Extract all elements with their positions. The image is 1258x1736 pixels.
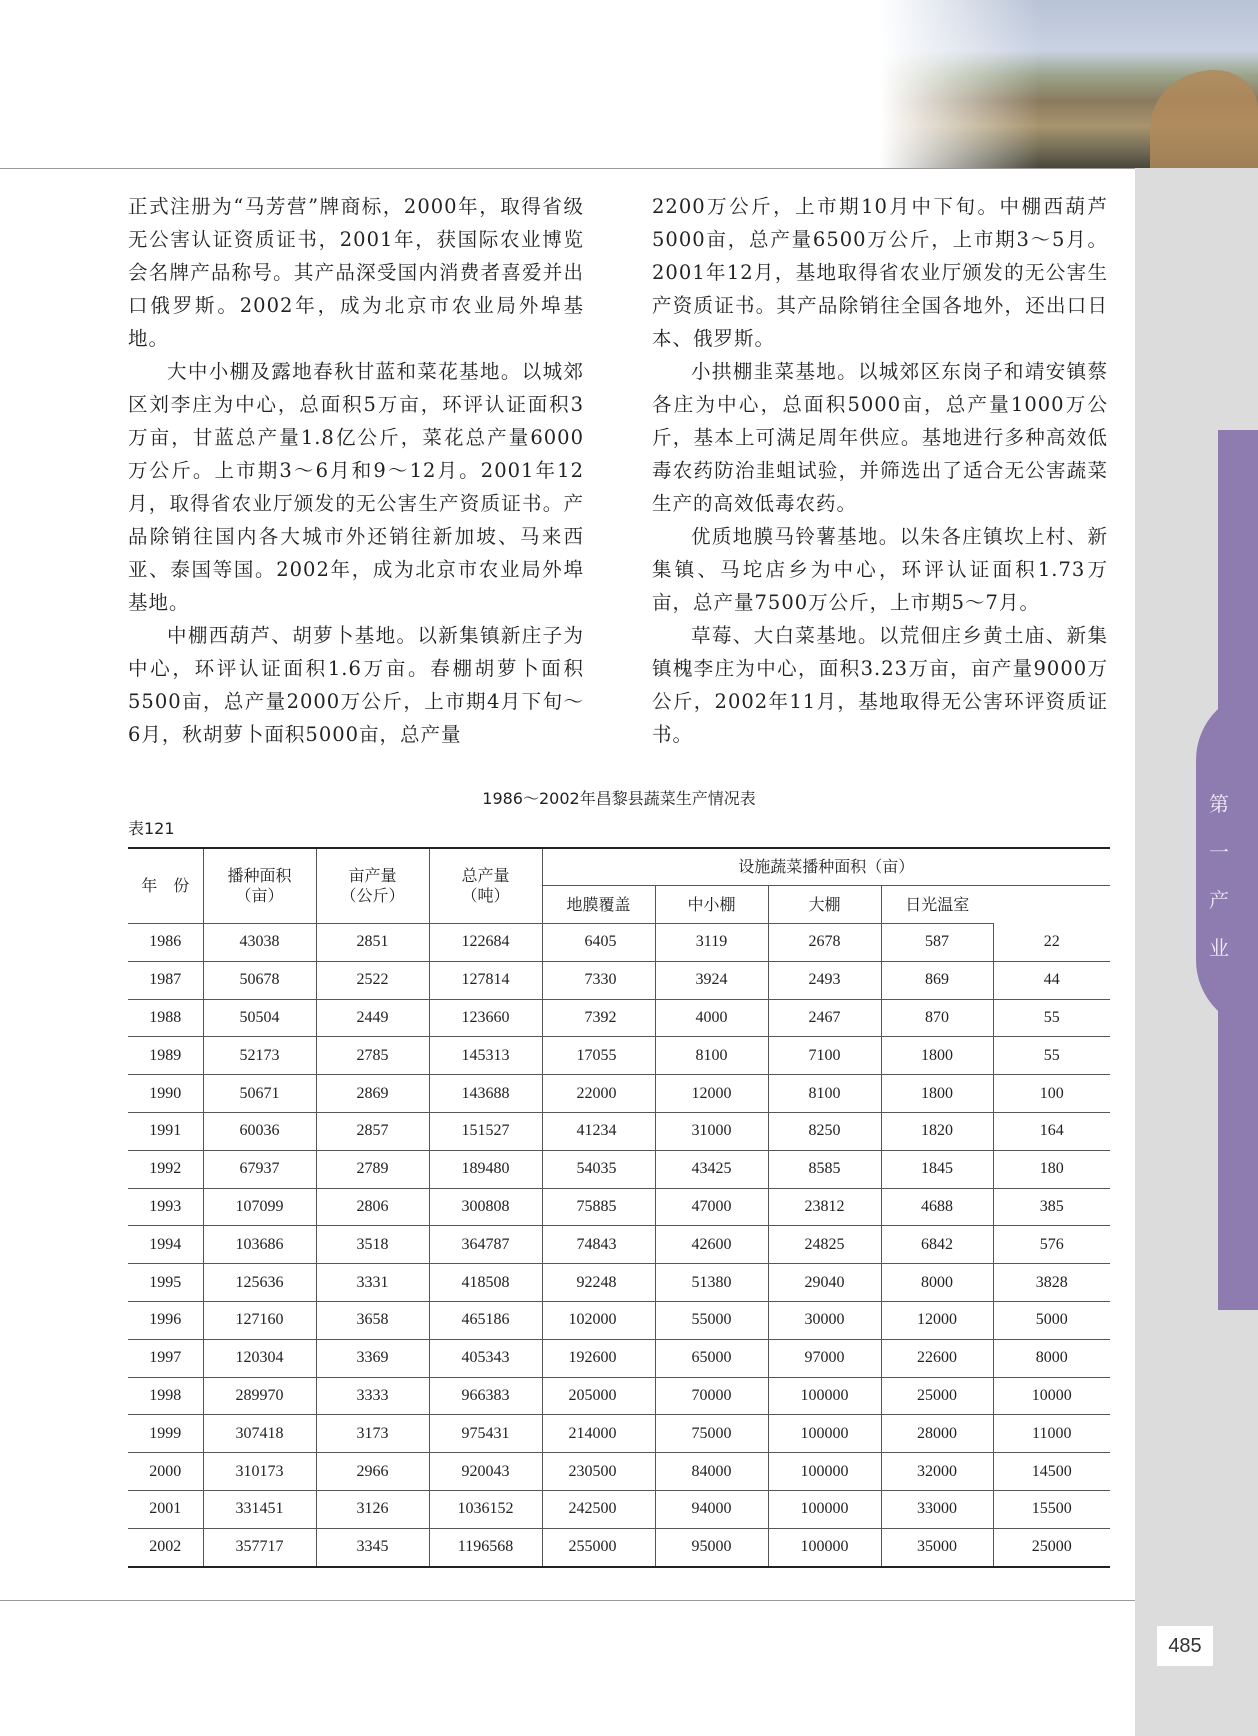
table-cell: 44 [993,961,1110,999]
table-title: 1986～2002年昌黎县蔬菜生产情况表 [482,789,756,808]
table-cell: 123660 [429,999,542,1037]
table-row [128,1377,1110,1415]
table-cell: 405343 [429,1339,542,1377]
table-cell: 11000 [993,1415,1110,1453]
vegetable-production-table [128,847,1110,1568]
table-cell: 1996 [128,1301,203,1339]
table-cell: 1991 [128,1112,203,1150]
table-cell: 25000 [993,1528,1110,1566]
table-cell: 1993 [128,1188,203,1226]
table-cell: 1995 [128,1264,203,1302]
table-cell: 42600 [655,1226,768,1264]
table-cell: 151527 [429,1112,542,1150]
table-cell: 97000 [768,1339,881,1377]
table-row [128,1339,1110,1377]
paragraph: 中棚西葫芦、胡萝卜基地。以新集镇新庄子为中心，环评认证面积1.6万亩。春棚胡萝卜面积5500亩，总产量2000万公斤，上市期4月下旬～6月，秋胡萝卜面积5000亩，总产量 [128,624,584,746]
table-cell: 103686 [203,1226,316,1264]
table-cell: 2522 [316,961,429,999]
table-cell: 100000 [768,1377,881,1415]
left-text-column [128,190,584,751]
table-cell: 32000 [881,1453,993,1491]
table-cell: 255000 [542,1528,655,1566]
table-cell: 55000 [655,1301,768,1339]
table-cell: 3345 [316,1528,429,1566]
table-cell: 2789 [316,1150,429,1188]
table-cell: 43038 [203,924,316,962]
chapter-tab-label: 第 一 产 业 [1209,792,1229,960]
table-row [128,1528,1110,1566]
table-cell: 22000 [542,1075,655,1113]
table-cell: 65000 [655,1339,768,1377]
table-cell: 2857 [316,1112,429,1150]
table-cell: 100000 [768,1490,881,1528]
header-total-output: 总产量 （吨） [429,848,542,924]
table-cell: 3658 [316,1301,429,1339]
table-cell: 1986 [128,924,203,962]
table-cell: 74843 [542,1226,655,1264]
table-cell: 8100 [768,1075,881,1113]
header-sown-area: 播种面积 （亩） [203,848,316,924]
table-cell: 14500 [993,1453,1110,1491]
table-cell: 164 [993,1112,1110,1150]
page-number: 485 [1157,1626,1213,1666]
table-cell: 7100 [768,1037,881,1075]
table-cell: 8000 [881,1264,993,1302]
paragraph: 小拱棚韭菜基地。以城郊区东岗子和靖安镇蔡各庄为中心，总面积5000亩，总产量1000万公斤，基本上可满足周年供应。基地进行多种高效低毒农药防治韭蛆试验，并筛选出了适合无公害蔬菜生产的高效低毒农药。 [652,360,1108,515]
table-cell: 189480 [429,1150,542,1188]
table-row [128,1226,1110,1264]
table-cell: 24825 [768,1226,881,1264]
table-cell: 3331 [316,1264,429,1302]
table-cell: 120304 [203,1339,316,1377]
table-cell: 51380 [655,1264,768,1302]
table-cell: 94000 [655,1490,768,1528]
table-cell: 100000 [768,1453,881,1491]
table-cell: 127814 [429,961,542,999]
table-cell: 2002 [128,1528,203,1566]
table-row [128,1301,1110,1339]
table-cell: 310173 [203,1453,316,1491]
table-cell: 15500 [993,1490,1110,1528]
table-cell: 242500 [542,1490,655,1528]
table-cell: 3119 [655,924,768,962]
table-cell: 869 [881,961,993,999]
table-cell: 100 [993,1075,1110,1113]
table-cell: 1999 [128,1415,203,1453]
table-cell: 2806 [316,1188,429,1226]
footer-rule [0,1600,1135,1601]
table-cell: 357717 [203,1528,316,1566]
table-cell: 2869 [316,1075,429,1113]
table-cell: 67937 [203,1150,316,1188]
table-row [128,1453,1110,1491]
table-cell: 60036 [203,1112,316,1150]
table-cell: 12000 [655,1075,768,1113]
table-cell: 230500 [542,1453,655,1491]
table-cell: 52173 [203,1037,316,1075]
table-cell: 22600 [881,1339,993,1377]
table-cell: 12000 [881,1301,993,1339]
table-cell: 75885 [542,1188,655,1226]
table-cell: 4000 [655,999,768,1037]
table-cell: 145313 [429,1037,542,1075]
table-cell: 418508 [429,1264,542,1302]
table-cell: 364787 [429,1226,542,1264]
header-yield-per-mu: 亩产量 （公斤） [316,848,429,924]
table-cell: 30000 [768,1301,881,1339]
paragraph: 2200万公斤，上市期10月中下旬。中棚西葫芦5000亩，总产量6500万公斤，上市期3～5月。2001年12月，基地取得省农业厅颁发的无公害生产资质证书。其产品除销往全国各地外，还出口日本、俄罗斯。 [652,195,1108,350]
table-cell: 6842 [881,1226,993,1264]
table-cell: 3518 [316,1226,429,1264]
table-cell: 587 [881,924,993,962]
table-cell: 3333 [316,1377,429,1415]
table-cell: 2785 [316,1037,429,1075]
table-cell: 300808 [429,1188,542,1226]
table-cell: 385 [993,1188,1110,1226]
table-cell: 100000 [768,1415,881,1453]
paragraph: 大中小棚及露地春秋甘蓝和菜花基地。以城郊区刘李庄为中心，总面积5万亩，环评认证面积3万亩，甘蓝总产量1.8亿公斤，菜花总产量6000万公斤。上市期3～6月和9～12月。2001年12月，取得省农业厅颁发的无公害生产资质证书。产品除销往国内各大城市外还销往新加坡、马来西亚、泰国等国。2002年，成为北京市农业局外埠基地。 [128,360,584,614]
table-row [128,1075,1110,1113]
table-cell: 25000 [881,1377,993,1415]
table-cell: 2467 [768,999,881,1037]
table-cell: 331451 [203,1490,316,1528]
header-small-medium-shed: 中小棚 [655,886,768,924]
table-cell: 107099 [203,1188,316,1226]
table-row [128,1415,1110,1453]
table-cell: 17055 [542,1037,655,1075]
header-large-shed: 大棚 [768,886,881,924]
table-row [128,1264,1110,1302]
table-label: 表121 [128,819,175,838]
table-cell: 8250 [768,1112,881,1150]
table-cell: 1989 [128,1037,203,1075]
table-cell: 50504 [203,999,316,1037]
table-cell: 102000 [542,1301,655,1339]
table-cell: 7330 [542,961,655,999]
table-cell: 143688 [429,1075,542,1113]
table-cell: 1845 [881,1150,993,1188]
table-cell: 84000 [655,1453,768,1491]
table-cell: 50671 [203,1075,316,1113]
table-cell: 975431 [429,1415,542,1453]
paragraph: 优质地膜马铃薯基地。以朱各庄镇坎上村、新集镇、马坨店乡为中心，环评认证面积1.73万亩，总产量7500万公斤，上市期5～7月。 [652,525,1108,614]
table-cell: 70000 [655,1377,768,1415]
table-cell: 920043 [429,1453,542,1491]
table-cell: 214000 [542,1415,655,1453]
table-cell: 966383 [429,1377,542,1415]
table-cell: 465186 [429,1301,542,1339]
table-cell: 10000 [993,1377,1110,1415]
table-cell: 192600 [542,1339,655,1377]
table-cell: 122684 [429,924,542,962]
table-cell: 2851 [316,924,429,962]
paragraph: 正式注册为“马芳营”牌商标，2000年，取得省级无公害认证资质证书，2001年，获国际农业博览会名牌产品称号。其产品深受国内消费者喜爱并出口俄罗斯。2002年，成为北京市农业局外埠基地。 [128,195,584,350]
table-cell: 3369 [316,1339,429,1377]
table-cell: 29040 [768,1264,881,1302]
header-year: 年 份 [128,848,203,924]
table-cell: 3924 [655,961,768,999]
table-cell: 1800 [881,1075,993,1113]
table-cell: 307418 [203,1415,316,1453]
table-cell: 8000 [993,1339,1110,1377]
right-text-column [652,190,1108,751]
table-cell: 1196568 [429,1528,542,1566]
table-cell: 2001 [128,1490,203,1528]
table-cell: 75000 [655,1415,768,1453]
table-cell: 55 [993,999,1110,1037]
table-cell: 2449 [316,999,429,1037]
table-cell: 47000 [655,1188,768,1226]
table-row [128,1490,1110,1528]
table-row [128,999,1110,1037]
table-row [128,1188,1110,1226]
table-cell: 1997 [128,1339,203,1377]
table-cell: 1988 [128,999,203,1037]
table-cell: 1990 [128,1075,203,1113]
table-row [128,924,1110,962]
table-cell: 50678 [203,961,316,999]
header-facility-group: 设施蔬菜播种面积（亩） [542,848,1110,886]
table-row [128,1150,1110,1188]
table-cell: 205000 [542,1377,655,1415]
table-cell: 54035 [542,1150,655,1188]
table-cell: 1994 [128,1226,203,1264]
table-cell: 100000 [768,1528,881,1566]
table-cell: 1998 [128,1377,203,1415]
table-row [128,1112,1110,1150]
table-cell: 5000 [993,1301,1110,1339]
table-cell: 3126 [316,1490,429,1528]
table-cell: 4688 [881,1188,993,1226]
header-film-mulch: 地膜覆盖 [542,886,655,924]
table-cell: 3828 [993,1264,1110,1302]
table-cell: 95000 [655,1528,768,1566]
table-cell: 92248 [542,1264,655,1302]
table-cell: 1987 [128,961,203,999]
table-cell: 7392 [542,999,655,1037]
table-cell: 33000 [881,1490,993,1528]
table-cell: 35000 [881,1528,993,1566]
table-cell: 28000 [881,1415,993,1453]
table-row [128,961,1110,999]
header-solar-greenhouse: 日光温室 [881,886,993,924]
table-cell: 1992 [128,1150,203,1188]
table-cell: 55 [993,1037,1110,1075]
table-cell: 1800 [881,1037,993,1075]
table-row [128,1037,1110,1075]
table-cell: 43425 [655,1150,768,1188]
table-cell: 127160 [203,1301,316,1339]
table-cell: 6405 [542,924,655,962]
table-cell: 870 [881,999,993,1037]
header-rule [0,168,1135,169]
table-cell: 1036152 [429,1490,542,1528]
table-cell: 8100 [655,1037,768,1075]
table-cell: 2966 [316,1453,429,1491]
table-cell: 125636 [203,1264,316,1302]
table-cell: 1820 [881,1112,993,1150]
table-cell: 41234 [542,1112,655,1150]
table-cell: 3173 [316,1415,429,1453]
table-cell: 8585 [768,1150,881,1188]
table-cell: 576 [993,1226,1110,1264]
table-cell: 22 [993,924,1110,962]
table-cell: 23812 [768,1188,881,1226]
table-cell: 180 [993,1150,1110,1188]
table-cell: 2000 [128,1453,203,1491]
table-cell: 31000 [655,1112,768,1150]
paragraph: 草莓、大白菜基地。以荒佃庄乡黄土庙、新集镇槐李庄为中心，面积3.23万亩，亩产量9000万公斤，2002年11月，基地取得无公害环评资质证书。 [652,624,1108,746]
photo-fade [880,0,1040,168]
table-cell: 289970 [203,1377,316,1415]
table-cell: 2678 [768,924,881,962]
table-cell: 2493 [768,961,881,999]
